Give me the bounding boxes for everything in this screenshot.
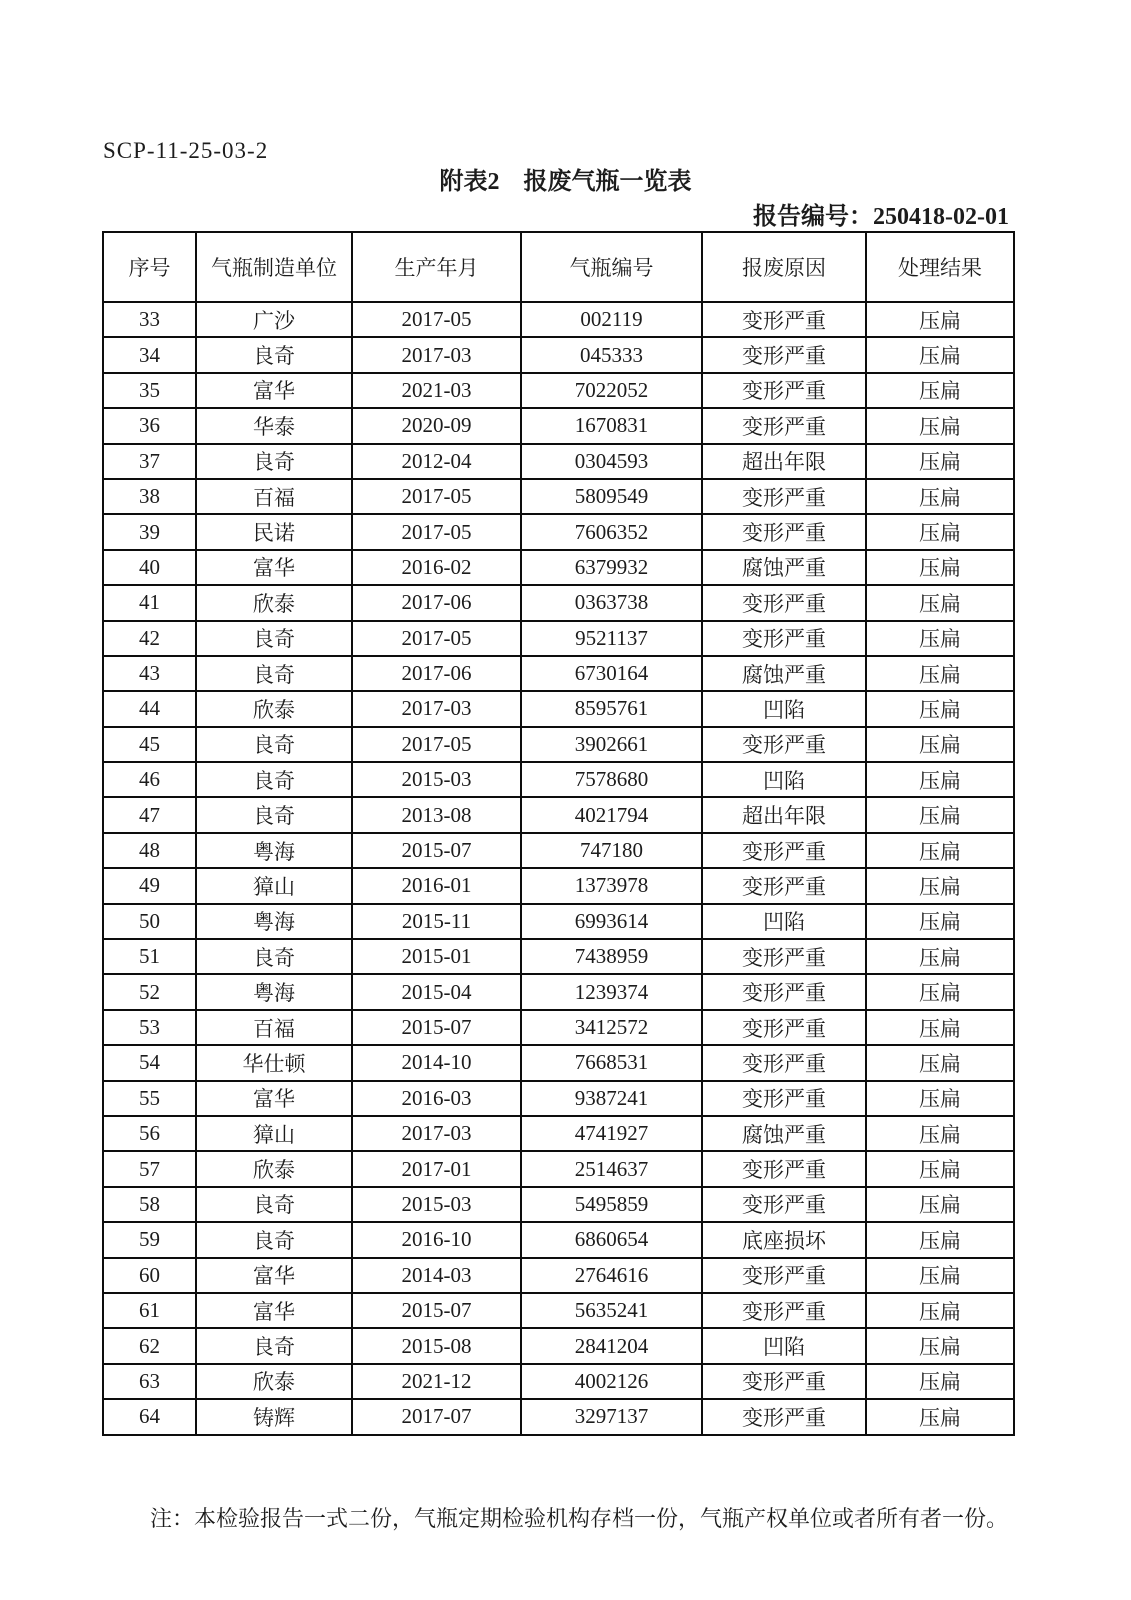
table-row bbox=[103, 479, 1014, 514]
table-cell: 压扁 bbox=[866, 1222, 1014, 1257]
table-cell: 富华 bbox=[196, 1293, 352, 1328]
table-cell: 变形严重 bbox=[702, 337, 866, 372]
table-cell: 3297137 bbox=[521, 1399, 702, 1434]
page-title: 附表2 报废气瓶一览表 bbox=[439, 169, 692, 195]
table-cell: 压扁 bbox=[866, 1399, 1014, 1434]
table-cell: 粤海 bbox=[196, 974, 352, 1009]
table-row bbox=[103, 1116, 1014, 1151]
table-cell: 55 bbox=[103, 1081, 196, 1116]
table-cell: 变形严重 bbox=[702, 868, 866, 903]
table-cell: 46 bbox=[103, 762, 196, 797]
table-cell: 48 bbox=[103, 833, 196, 868]
table-cell: 良奇 bbox=[196, 656, 352, 691]
table-row bbox=[103, 444, 1014, 479]
table-cell: 0363738 bbox=[521, 585, 702, 620]
report-number-label: 报告编号： bbox=[753, 204, 874, 230]
table-cell: 2015-07 bbox=[352, 1010, 521, 1045]
table-cell: 2014-10 bbox=[352, 1045, 521, 1080]
table-cell: 6379932 bbox=[521, 550, 702, 585]
table-cell: 44 bbox=[103, 691, 196, 726]
table-cell: 华泰 bbox=[196, 408, 352, 443]
table-cell: 欣泰 bbox=[196, 585, 352, 620]
table-cell: 腐蚀严重 bbox=[702, 1116, 866, 1151]
table-cell: 2017-06 bbox=[352, 585, 521, 620]
table-cell: 2013-08 bbox=[352, 797, 521, 832]
table-cell: 56 bbox=[103, 1116, 196, 1151]
table-cell: 压扁 bbox=[866, 1116, 1014, 1151]
table-row bbox=[103, 1328, 1014, 1363]
table-cell: 压扁 bbox=[866, 1258, 1014, 1293]
table-cell: 压扁 bbox=[866, 691, 1014, 726]
table-row bbox=[103, 1258, 1014, 1293]
table-cell: 腐蚀严重 bbox=[702, 656, 866, 691]
header-row bbox=[103, 232, 1014, 302]
table-cell: 压扁 bbox=[866, 373, 1014, 408]
table-cell: 2764616 bbox=[521, 1258, 702, 1293]
table-cell: 64 bbox=[103, 1399, 196, 1434]
table-cell: 压扁 bbox=[866, 1328, 1014, 1363]
table-row bbox=[103, 727, 1014, 762]
table-cell: 2015-03 bbox=[352, 762, 521, 797]
table-cell: 33 bbox=[103, 302, 196, 337]
table-cell: 2012-04 bbox=[352, 444, 521, 479]
table-cell: 58 bbox=[103, 1187, 196, 1222]
table-cell: 7578680 bbox=[521, 762, 702, 797]
table-cell: 2015-03 bbox=[352, 1187, 521, 1222]
table-cell: 5809549 bbox=[521, 479, 702, 514]
table-cell: 压扁 bbox=[866, 444, 1014, 479]
table-cell: 变形严重 bbox=[702, 1010, 866, 1045]
table-cell: 变形严重 bbox=[702, 621, 866, 656]
table-row bbox=[103, 1151, 1014, 1186]
table-cell: 9387241 bbox=[521, 1081, 702, 1116]
table-cell: 良奇 bbox=[196, 621, 352, 656]
table-cell: 45 bbox=[103, 727, 196, 762]
table-cell: 2014-03 bbox=[352, 1258, 521, 1293]
table-cell: 7438959 bbox=[521, 939, 702, 974]
table-cell: 7606352 bbox=[521, 514, 702, 549]
table-cell: 变形严重 bbox=[702, 1081, 866, 1116]
table-cell: 变形严重 bbox=[702, 408, 866, 443]
table-cell: 35 bbox=[103, 373, 196, 408]
table-row bbox=[103, 1364, 1014, 1399]
table-cell: 富华 bbox=[196, 550, 352, 585]
table-cell: 粤海 bbox=[196, 904, 352, 939]
table-cell: 良奇 bbox=[196, 762, 352, 797]
table-cell: 欣泰 bbox=[196, 1364, 352, 1399]
table-cell: 民诺 bbox=[196, 514, 352, 549]
table-cell: 2015-04 bbox=[352, 974, 521, 1009]
table-row bbox=[103, 302, 1014, 337]
table-cell: 5635241 bbox=[521, 1293, 702, 1328]
table-cell: 良奇 bbox=[196, 337, 352, 372]
table-cell: 超出年限 bbox=[702, 797, 866, 832]
table-row bbox=[103, 762, 1014, 797]
table-row bbox=[103, 1293, 1014, 1328]
table-cell: 39 bbox=[103, 514, 196, 549]
table-row bbox=[103, 337, 1014, 372]
table-cell: 压扁 bbox=[866, 1293, 1014, 1328]
table-header bbox=[103, 232, 1014, 302]
table-cell: 2017-05 bbox=[352, 621, 521, 656]
table-cell: 2021-03 bbox=[352, 373, 521, 408]
table-cell: 6860654 bbox=[521, 1222, 702, 1257]
table-cell: 2017-03 bbox=[352, 691, 521, 726]
table-row bbox=[103, 1010, 1014, 1045]
table-cell: 59 bbox=[103, 1222, 196, 1257]
table-cell: 2017-05 bbox=[352, 302, 521, 337]
table-cell: 1373978 bbox=[521, 868, 702, 903]
table-cell: 变形严重 bbox=[702, 974, 866, 1009]
table-cell: 61 bbox=[103, 1293, 196, 1328]
table-cell: 百福 bbox=[196, 1010, 352, 1045]
table-cell: 变形严重 bbox=[702, 1045, 866, 1080]
table-cell: 2021-12 bbox=[352, 1364, 521, 1399]
table-cell: 43 bbox=[103, 656, 196, 691]
table-cell: 2015-01 bbox=[352, 939, 521, 974]
table-cell: 压扁 bbox=[866, 656, 1014, 691]
table-cell: 2017-05 bbox=[352, 727, 521, 762]
table-cell: 7022052 bbox=[521, 373, 702, 408]
table-row bbox=[103, 1187, 1014, 1222]
table-cell: 747180 bbox=[521, 833, 702, 868]
table-cell: 腐蚀严重 bbox=[702, 550, 866, 585]
table-cell: 压扁 bbox=[866, 585, 1014, 620]
table-row bbox=[103, 1399, 1014, 1434]
table-cell: 良奇 bbox=[196, 727, 352, 762]
table-cell: 1670831 bbox=[521, 408, 702, 443]
table-body bbox=[103, 302, 1014, 1435]
table-cell: 压扁 bbox=[866, 302, 1014, 337]
table-cell: 压扁 bbox=[866, 868, 1014, 903]
table-cell: 50 bbox=[103, 904, 196, 939]
table-cell: 凹陷 bbox=[702, 1328, 866, 1363]
table-row bbox=[103, 373, 1014, 408]
table-cell: 6993614 bbox=[521, 904, 702, 939]
table-cell: 002119 bbox=[521, 302, 702, 337]
table-cell: 8595761 bbox=[521, 691, 702, 726]
table-cell: 压扁 bbox=[866, 550, 1014, 585]
table-cell: 獐山 bbox=[196, 868, 352, 903]
table-cell: 2016-03 bbox=[352, 1081, 521, 1116]
table-cell: 富华 bbox=[196, 373, 352, 408]
table-row bbox=[103, 656, 1014, 691]
table-row bbox=[103, 621, 1014, 656]
column-header: 气瓶制造单位 bbox=[196, 232, 352, 302]
table-cell: 36 bbox=[103, 408, 196, 443]
table-row bbox=[103, 939, 1014, 974]
table-cell: 2015-07 bbox=[352, 1293, 521, 1328]
table-row bbox=[103, 1222, 1014, 1257]
table-cell: 压扁 bbox=[866, 1081, 1014, 1116]
table-cell: 变形严重 bbox=[702, 1399, 866, 1434]
table-cell: 2015-11 bbox=[352, 904, 521, 939]
table-cell: 变形严重 bbox=[702, 1258, 866, 1293]
table-cell: 49 bbox=[103, 868, 196, 903]
table-row bbox=[103, 974, 1014, 1009]
footnote: 注：本检验报告一式二份，气瓶定期检验机构存档一份，气瓶产权单位或者所有者一份。 bbox=[150, 1506, 1009, 1531]
table-cell: 凹陷 bbox=[702, 762, 866, 797]
table-cell: 百福 bbox=[196, 479, 352, 514]
table-cell: 压扁 bbox=[866, 727, 1014, 762]
table-cell: 压扁 bbox=[866, 939, 1014, 974]
table-cell: 变形严重 bbox=[702, 1293, 866, 1328]
report-number-line bbox=[753, 196, 1009, 231]
table-cell: 2017-01 bbox=[352, 1151, 521, 1186]
table-cell: 压扁 bbox=[866, 797, 1014, 832]
table-cell: 52 bbox=[103, 974, 196, 1009]
table-cell: 变形严重 bbox=[702, 727, 866, 762]
table-cell: 压扁 bbox=[866, 1010, 1014, 1045]
table-cell: 34 bbox=[103, 337, 196, 372]
table-cell: 0304593 bbox=[521, 444, 702, 479]
column-header: 气瓶编号 bbox=[521, 232, 702, 302]
table-row bbox=[103, 833, 1014, 868]
table-cell: 压扁 bbox=[866, 1045, 1014, 1080]
table-row bbox=[103, 408, 1014, 443]
table-cell: 62 bbox=[103, 1328, 196, 1363]
table-cell: 压扁 bbox=[866, 974, 1014, 1009]
table-cell: 54 bbox=[103, 1045, 196, 1080]
table-cell: 6730164 bbox=[521, 656, 702, 691]
table-cell: 压扁 bbox=[866, 621, 1014, 656]
table-cell: 变形严重 bbox=[702, 939, 866, 974]
table-row bbox=[103, 797, 1014, 832]
table-cell: 51 bbox=[103, 939, 196, 974]
table-row bbox=[103, 904, 1014, 939]
table-row bbox=[103, 1045, 1014, 1080]
table-cell: 2841204 bbox=[521, 1328, 702, 1363]
table-cell: 压扁 bbox=[866, 479, 1014, 514]
table-cell: 4021794 bbox=[521, 797, 702, 832]
table-cell: 变形严重 bbox=[702, 514, 866, 549]
table-cell: 变形严重 bbox=[702, 302, 866, 337]
table-cell: 2016-01 bbox=[352, 868, 521, 903]
table-cell: 5495859 bbox=[521, 1187, 702, 1222]
table-cell: 37 bbox=[103, 444, 196, 479]
table-cell: 9521137 bbox=[521, 621, 702, 656]
table-cell: 2017-05 bbox=[352, 514, 521, 549]
table-cell: 变形严重 bbox=[702, 1187, 866, 1222]
table-cell: 2017-05 bbox=[352, 479, 521, 514]
scrapped-cylinder-table bbox=[102, 231, 1015, 1436]
table-cell: 欣泰 bbox=[196, 1151, 352, 1186]
table-cell: 2015-07 bbox=[352, 833, 521, 868]
table-cell: 良奇 bbox=[196, 1187, 352, 1222]
table-cell: 压扁 bbox=[866, 762, 1014, 797]
table-cell: 凹陷 bbox=[702, 691, 866, 726]
report-number-value: 250418-02-01 bbox=[873, 204, 1009, 230]
table-cell: 粤海 bbox=[196, 833, 352, 868]
table-cell: 变形严重 bbox=[702, 1364, 866, 1399]
table-cell: 压扁 bbox=[866, 514, 1014, 549]
table-cell: 变形严重 bbox=[702, 479, 866, 514]
table-cell: 40 bbox=[103, 550, 196, 585]
table-cell: 1239374 bbox=[521, 974, 702, 1009]
table-row bbox=[103, 550, 1014, 585]
table-cell: 41 bbox=[103, 585, 196, 620]
table-cell: 超出年限 bbox=[702, 444, 866, 479]
table-cell: 良奇 bbox=[196, 1328, 352, 1363]
table-cell: 压扁 bbox=[866, 1187, 1014, 1222]
table-cell: 良奇 bbox=[196, 797, 352, 832]
table-cell: 3902661 bbox=[521, 727, 702, 762]
table-cell: 变形严重 bbox=[702, 373, 866, 408]
table-cell: 底座损坏 bbox=[702, 1222, 866, 1257]
table-cell: 2016-10 bbox=[352, 1222, 521, 1257]
table-cell: 富华 bbox=[196, 1081, 352, 1116]
table-cell: 2017-03 bbox=[352, 337, 521, 372]
column-header: 报废原因 bbox=[702, 232, 866, 302]
table-row bbox=[103, 1081, 1014, 1116]
table-cell: 57 bbox=[103, 1151, 196, 1186]
table-cell: 压扁 bbox=[866, 1151, 1014, 1186]
table-cell: 7668531 bbox=[521, 1045, 702, 1080]
column-header: 序号 bbox=[103, 232, 196, 302]
table-cell: 广沙 bbox=[196, 302, 352, 337]
column-header: 处理结果 bbox=[866, 232, 1014, 302]
table-cell: 压扁 bbox=[866, 408, 1014, 443]
table-cell: 压扁 bbox=[866, 833, 1014, 868]
table-cell: 良奇 bbox=[196, 939, 352, 974]
table-row bbox=[103, 514, 1014, 549]
table-cell: 獐山 bbox=[196, 1116, 352, 1151]
table-cell: 63 bbox=[103, 1364, 196, 1399]
table-cell: 42 bbox=[103, 621, 196, 656]
table-cell: 良奇 bbox=[196, 1222, 352, 1257]
table-cell: 60 bbox=[103, 1258, 196, 1293]
table-cell: 2020-09 bbox=[352, 408, 521, 443]
table-cell: 47 bbox=[103, 797, 196, 832]
table-cell: 2017-03 bbox=[352, 1116, 521, 1151]
table-cell: 压扁 bbox=[866, 337, 1014, 372]
table-row bbox=[103, 868, 1014, 903]
column-header: 生产年月 bbox=[352, 232, 521, 302]
table-cell: 045333 bbox=[521, 337, 702, 372]
document-code: SCP-11-25-03-2 bbox=[103, 138, 269, 163]
table-cell: 变形严重 bbox=[702, 1151, 866, 1186]
table-cell: 凹陷 bbox=[702, 904, 866, 939]
table-cell: 4002126 bbox=[521, 1364, 702, 1399]
table-cell: 2016-02 bbox=[352, 550, 521, 585]
table-cell: 4741927 bbox=[521, 1116, 702, 1151]
table-cell: 铸辉 bbox=[196, 1399, 352, 1434]
table-cell: 3412572 bbox=[521, 1010, 702, 1045]
table-cell: 欣泰 bbox=[196, 691, 352, 726]
table-cell: 2017-06 bbox=[352, 656, 521, 691]
table-cell: 富华 bbox=[196, 1258, 352, 1293]
table-cell: 2017-07 bbox=[352, 1399, 521, 1434]
table-cell: 变形严重 bbox=[702, 833, 866, 868]
table-row bbox=[103, 691, 1014, 726]
table-row bbox=[103, 585, 1014, 620]
table-cell: 53 bbox=[103, 1010, 196, 1045]
table-cell: 压扁 bbox=[866, 1364, 1014, 1399]
table-cell: 华仕顿 bbox=[196, 1045, 352, 1080]
table-cell: 2015-08 bbox=[352, 1328, 521, 1363]
table-cell: 良奇 bbox=[196, 444, 352, 479]
table-cell: 2514637 bbox=[521, 1151, 702, 1186]
table-cell: 38 bbox=[103, 479, 196, 514]
table-cell: 变形严重 bbox=[702, 585, 866, 620]
table-cell: 压扁 bbox=[866, 904, 1014, 939]
